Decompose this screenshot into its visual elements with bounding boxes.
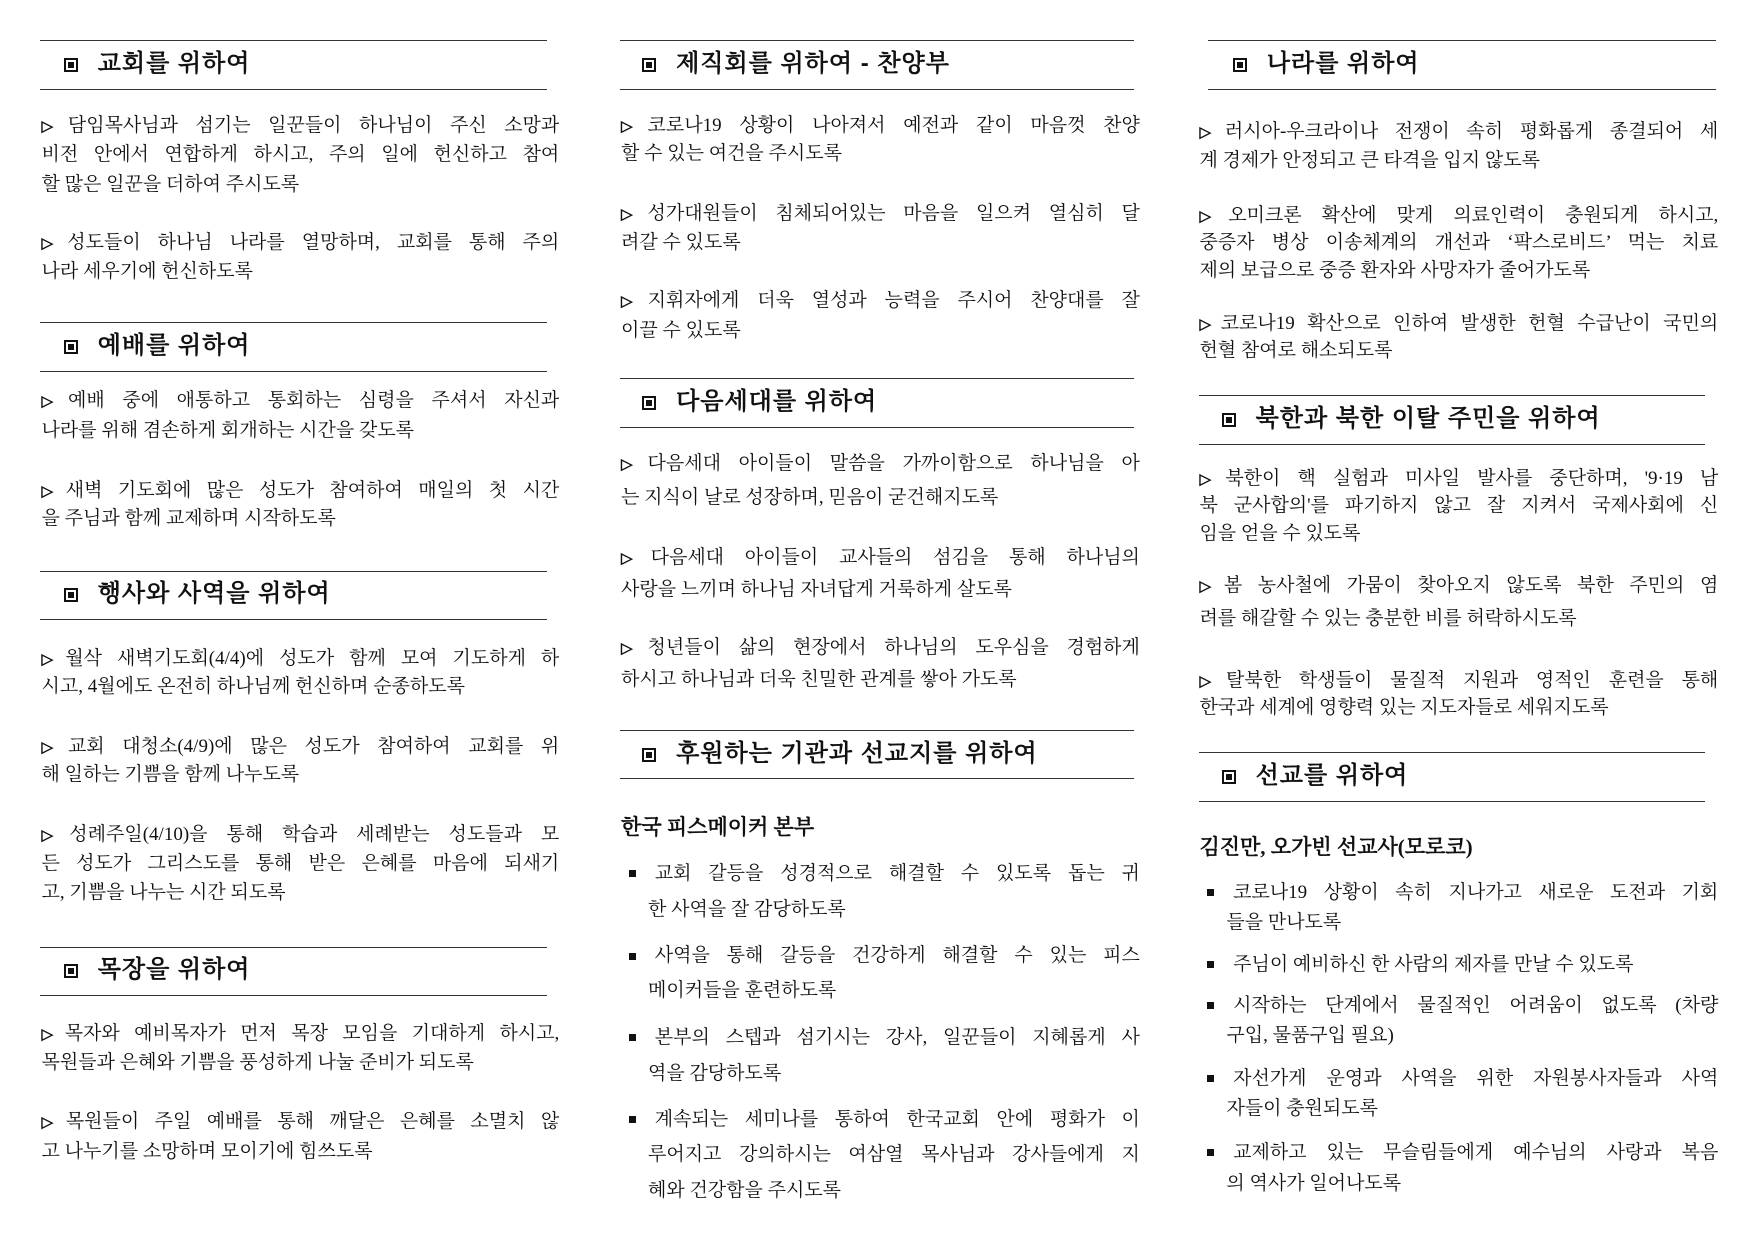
prayer-item	[42, 111, 560, 199]
square-bullet-icon	[64, 588, 78, 602]
text-line	[1226, 1169, 1718, 1199]
text-line	[42, 733, 560, 761]
text-line	[1199, 311, 1718, 338]
line-text: 자들이 충원되도록	[1226, 1098, 1378, 1120]
square-bullet-icon	[1233, 58, 1247, 72]
line-text: 을 주님과 함께 교제하며 시작하도록	[41, 507, 336, 529]
line-text: 다음세대 아이들이 교사들의 섬김을 통해 하나님의	[650, 547, 1140, 569]
line-text: 담임목사님과 섬기는 일꾼들이 하나님이 주신 소망과	[67, 115, 560, 137]
text-line	[42, 111, 560, 140]
square-bullet-icon	[629, 870, 636, 877]
section-rule-bottom	[620, 89, 1134, 90]
triangle-bullet-icon: ▷	[41, 483, 64, 500]
section-heading: 행사와 사역을 위하여	[97, 580, 331, 608]
line-text: 한 사역을 잘 감당하도록	[648, 898, 846, 920]
prayer-item	[1199, 465, 1718, 548]
text-line	[648, 892, 1140, 928]
section-rule-bottom	[40, 371, 547, 372]
triangle-bullet-icon: ▷	[41, 827, 68, 844]
line-text: 임을 얻을 수 있도록	[1199, 522, 1361, 544]
triangle-bullet-icon: ▷	[621, 118, 646, 135]
triangle-bullet-icon: ▷	[41, 235, 66, 252]
square-bullet-icon	[1222, 413, 1236, 427]
line-text: 코로나19 확산으로 인하여 발생한 헌혈 수급난이 국민의	[1220, 313, 1719, 335]
text-line	[42, 820, 560, 849]
square-bullet-icon	[629, 1116, 636, 1123]
line-text: 들을 만나도록	[1226, 911, 1342, 933]
line-text: 나라 세우기에 헌신하도록	[41, 261, 253, 283]
line-text: 탈북한 학생들이 물질적 지원과 영적인 훈련을 통해	[1226, 670, 1719, 692]
section-heading: 제직회를 위하여 - 찬양부	[676, 50, 950, 78]
line-text: 월삭 새벽기도회(4/4)에 성도가 함께 모여 기도하게 하	[65, 648, 560, 670]
triangle-bullet-icon: ▷	[621, 641, 646, 658]
text-line	[42, 849, 560, 878]
line-text: 성가대원들이 침체되어있는 마음을 일으켜 열심히 달	[647, 202, 1140, 224]
triangle-bullet-icon: ▷	[621, 456, 646, 473]
text-line	[1199, 520, 1718, 548]
triangle-bullet-icon: ▷	[621, 206, 646, 223]
section-rule-top	[40, 571, 547, 572]
line-text: 목원들이 주일 예배를 통해 깨달은 은혜를 소멸치 않	[65, 1111, 560, 1133]
prayer-item	[42, 386, 560, 444]
section-rule-bottom	[40, 995, 547, 996]
text-line	[655, 856, 1140, 892]
text-line	[648, 1056, 1140, 1092]
bullet-item	[1199, 991, 1718, 1052]
prayer-item	[1199, 202, 1718, 285]
line-text: 헌혈 참여로 해소되도록	[1199, 340, 1393, 362]
text-line	[621, 542, 1140, 573]
line-text: 봄 농사철에 가뭄이 찾아오지 않도록 북한 주민의 염	[1223, 574, 1719, 596]
prayer-item	[621, 112, 1140, 168]
text-line	[1233, 1064, 1718, 1094]
text-line	[1233, 950, 1718, 980]
text-line	[621, 140, 1140, 168]
text-line	[42, 505, 560, 533]
section-heading: 선교를 위하여	[1255, 762, 1409, 790]
bullet-item	[1199, 878, 1718, 939]
text-line	[655, 1102, 1140, 1137]
line-text: 의 역사가 일어나도록	[1226, 1172, 1402, 1194]
line-text: 할 수 있는 여건을 주시도록	[621, 142, 842, 164]
line-text: 나라를 위해 겸손하게 회개하는 시간을 갖도록	[41, 419, 415, 441]
text-line	[621, 447, 1140, 481]
text-line	[1199, 695, 1718, 722]
text-line	[621, 574, 1140, 605]
text-line	[1233, 878, 1718, 908]
text-line	[621, 112, 1140, 140]
triangle-bullet-icon: ▷	[1199, 125, 1223, 142]
prayer-item	[621, 632, 1140, 695]
text-line	[1199, 118, 1718, 146]
text-line	[42, 1019, 560, 1048]
section-rule-top	[1199, 395, 1704, 396]
line-text: 이끌 수 있도록	[621, 319, 741, 341]
text-line	[1226, 1021, 1718, 1051]
square-bullet-icon	[1207, 1149, 1214, 1156]
bullet-item	[621, 1020, 1140, 1092]
bullet-item	[1199, 1064, 1718, 1125]
triangle-bullet-icon: ▷	[1199, 578, 1222, 595]
section-heading: 교회를 위하여	[97, 50, 251, 78]
square-bullet-icon	[642, 396, 656, 410]
text-line	[42, 386, 560, 415]
square-bullet-icon	[1222, 770, 1236, 784]
square-bullet-icon	[642, 748, 656, 762]
square-bullet-icon	[64, 340, 78, 354]
square-bullet-icon	[1207, 961, 1214, 968]
section-rule-bottom	[1199, 444, 1704, 445]
section-rule-top	[620, 730, 1134, 731]
section-rule-bottom	[1208, 89, 1716, 90]
line-text: 중증자 병상 이송체계의 개선과 ‘팍스로비드’ 먹는 치료	[1199, 232, 1719, 254]
line-text: 성례주일(4/10)을 통해 학습과 세례받는 성도들과 모	[69, 823, 560, 845]
text-line	[1226, 908, 1718, 938]
line-text: 오미크론 확산에 맞게 의료인력이 충원되게 하시고,	[1228, 204, 1719, 226]
bullet-item	[621, 1102, 1140, 1208]
line-text: 고, 기쁨을 나누는 시간 되도록	[41, 882, 286, 904]
text-line	[1226, 1094, 1718, 1124]
line-text: 제의 보급으로 중증 환자와 사망자가 줄어가도록	[1199, 259, 1591, 281]
prayer-item	[1199, 570, 1718, 635]
prayer-item	[621, 199, 1140, 257]
line-text: 코로나19 상황이 나아져서 예전과 같이 마음껏 찬양	[647, 114, 1140, 136]
line-text: 자선가게 운영과 사역을 위한 자원봉사자들과 사역	[1233, 1068, 1719, 1090]
text-line	[648, 1173, 1140, 1208]
prayer-item	[1199, 311, 1718, 365]
line-text: 사랑을 느끼며 하나님 자녀답게 거룩하게 살도록	[621, 578, 1012, 600]
triangle-bullet-icon: ▷	[1199, 471, 1224, 488]
triangle-bullet-icon: ▷	[1199, 317, 1219, 334]
text-line	[42, 761, 560, 789]
prayer-item	[42, 1019, 560, 1077]
subheading: 한국 피스메이커 본부	[621, 814, 815, 839]
square-bullet-icon	[629, 1034, 636, 1041]
prayer-item	[42, 733, 560, 789]
line-text: 루어지고 강의하시는 여삼열 목사님과 강사들에게 지	[648, 1144, 1140, 1166]
section-rule-top	[40, 322, 547, 323]
section-rule-top	[1208, 40, 1716, 41]
line-text: 시작하는 단계에서 물질적인 어려움이 없도록 (차량	[1233, 995, 1719, 1017]
square-bullet-icon	[642, 58, 656, 72]
prayer-item	[1199, 118, 1718, 174]
triangle-bullet-icon: ▷	[41, 1115, 64, 1132]
square-bullet-icon	[629, 953, 636, 960]
text-line	[1233, 1138, 1718, 1168]
line-text: 시고, 4월에도 온전히 하나님께 헌신하며 순종하도록	[41, 676, 465, 698]
line-text: 예배 중에 애통하고 통회하는 심령을 주셔서 자신과	[67, 390, 560, 412]
text-line	[648, 1137, 1140, 1172]
line-text: 교회 대청소(4/9)에 많은 성도가 참여하여 교회를 위	[67, 735, 560, 757]
text-line	[42, 477, 560, 505]
square-bullet-icon	[64, 58, 78, 72]
text-line	[655, 1020, 1140, 1056]
section-heading: 후원하는 기관과 선교지를 위하여	[676, 739, 1038, 767]
text-line	[1199, 492, 1718, 520]
text-line	[621, 286, 1140, 315]
line-text: 려갈 수 있도록	[621, 231, 741, 253]
line-text: 든 성도가 그리스도를 통해 받은 은혜를 마음에 되새기	[41, 853, 560, 875]
text-line	[1199, 202, 1718, 230]
text-line	[621, 632, 1140, 663]
section-rule-bottom	[40, 619, 547, 620]
line-text: 계 경제가 안정되고 큰 타격을 입지 않도록	[1199, 149, 1540, 171]
line-text: 메이커들을 훈련하도록	[648, 980, 837, 1002]
triangle-bullet-icon: ▷	[621, 294, 646, 311]
line-text: 성도들이 하나님 나라를 열망하며, 교회를 통해 주의	[67, 231, 560, 253]
section-heading: 예배를 위하여	[97, 332, 251, 360]
section-heading: 목장을 위하여	[97, 956, 251, 984]
text-line	[42, 673, 560, 701]
square-bullet-icon	[1207, 889, 1214, 896]
line-text: 교회 갈등을 성경적으로 해결할 수 있도록 돕는 귀	[654, 862, 1140, 884]
text-line	[42, 257, 560, 286]
section-rule-bottom	[620, 427, 1134, 428]
prayer-item	[621, 286, 1140, 344]
text-line	[621, 664, 1140, 695]
text-line	[621, 199, 1140, 228]
triangle-bullet-icon: ▷	[1199, 208, 1227, 225]
line-text: 한국과 세계에 영향력 있는 지도자들로 세워지도록	[1199, 697, 1609, 719]
section-heading: 다음세대를 위하여	[676, 388, 878, 416]
line-text: 새벽 기도회에 많은 성도가 참여하여 매일의 첫 시간	[65, 479, 560, 501]
line-text: 다음세대 아이들이 말씀을 가까이함으로 하나님을 아	[647, 452, 1140, 474]
section-rule-bottom	[1199, 801, 1704, 802]
bullet-item	[621, 856, 1140, 928]
triangle-bullet-icon: ▷	[621, 551, 649, 568]
line-text: 교제하고 있는 무슬림들에게 예수님의 사랑과 복음	[1233, 1142, 1719, 1164]
triangle-bullet-icon: ▷	[41, 394, 66, 411]
text-line	[42, 416, 560, 445]
prayer-item	[42, 1107, 560, 1165]
line-text: 혜와 건강함을 주시도록	[648, 1179, 842, 1201]
prayer-item	[42, 477, 560, 533]
text-line	[621, 316, 1140, 345]
square-bullet-icon	[1207, 1075, 1214, 1082]
text-line	[621, 481, 1140, 515]
line-text: 고 나누기를 소망하며 모이기에 힘쓰도록	[41, 1140, 373, 1162]
text-line	[42, 1048, 560, 1077]
text-line	[1199, 603, 1718, 636]
prayer-item	[621, 447, 1140, 514]
text-line	[1199, 257, 1718, 285]
section-rule-bottom	[40, 89, 547, 90]
section-heading: 북한과 북한 이탈 주민을 위하여	[1255, 405, 1601, 433]
triangle-bullet-icon: ▷	[41, 119, 66, 136]
line-text: 구입, 물품구입 필요)	[1226, 1025, 1394, 1047]
bullet-item	[1199, 950, 1718, 980]
section-rule-top	[40, 40, 547, 41]
text-line	[621, 228, 1140, 257]
line-text: 려를 해갈할 수 있는 충분한 비를 허락하시도록	[1199, 607, 1577, 629]
text-line	[42, 878, 560, 907]
text-line	[648, 974, 1140, 1009]
prayer-item	[42, 820, 560, 908]
section-rule-bottom	[620, 778, 1134, 779]
text-line	[42, 170, 560, 199]
line-text: 주님이 예비하신 한 사람의 제자를 만날 수 있도록	[1233, 953, 1634, 975]
text-line	[42, 140, 560, 169]
text-line	[1199, 570, 1718, 603]
line-text: 청년들이 삶의 현장에서 하나님의 도우심을 경험하게	[647, 637, 1140, 659]
section-heading: 나라를 위하여	[1266, 50, 1420, 78]
triangle-bullet-icon: ▷	[1199, 674, 1225, 691]
bullet-item	[621, 939, 1140, 1009]
text-line	[42, 645, 560, 673]
line-text: 목원들과 은혜와 기쁨을 풍성하게 나눌 준비가 되도록	[41, 1051, 474, 1073]
bullet-item	[1199, 1138, 1718, 1199]
square-bullet-icon	[1207, 1002, 1214, 1009]
text-line	[655, 939, 1140, 974]
line-text: 코로나19 상황이 속히 지나가고 새로운 도전과 기회	[1233, 881, 1719, 903]
line-text: 지휘자에게 더욱 열성과 능력을 주시어 찬양대를 잘	[647, 290, 1140, 312]
prayer-item	[42, 228, 560, 286]
text-line	[1199, 147, 1718, 175]
text-line	[1199, 465, 1718, 493]
text-line	[1199, 668, 1718, 695]
section-rule-top	[1199, 752, 1704, 753]
triangle-bullet-icon: ▷	[41, 739, 66, 756]
triangle-bullet-icon: ▷	[41, 1026, 63, 1043]
section-rule-top	[620, 378, 1134, 379]
section-rule-top	[620, 40, 1134, 41]
line-text: 북 군사합의'를 파기하지 않고 잘 지켜서 국제사회에 신	[1199, 495, 1719, 517]
line-text: 비전 안에서 연합하게 하시고, 주의 일에 헌신하고 참여	[41, 144, 560, 166]
prayer-item	[42, 645, 560, 701]
square-bullet-icon	[64, 964, 78, 978]
prayer-item	[621, 542, 1140, 605]
text-line	[1199, 338, 1718, 365]
line-text: 할 많은 일꾼을 더하여 주시도록	[41, 173, 300, 195]
line-text: 목자와 예비목자가 먼저 목장 모임을 기대하게 하시고,	[64, 1022, 560, 1044]
line-text: 하시고 하나님과 더욱 친밀한 관계를 쌓아 가도록	[621, 668, 1017, 690]
text-line	[42, 1137, 560, 1166]
line-text: 사역을 통해 갈등을 건강하게 해결할 수 있는 피스	[654, 945, 1140, 967]
text-line	[1233, 991, 1718, 1021]
line-text: 역을 감당하도록	[648, 1062, 782, 1084]
line-text: 계속되는 세미나를 통하여 한국교회 안에 평화가 이	[654, 1109, 1140, 1131]
line-text: 본부의 스텝과 섬기시는 강사, 일꾼들이 지혜롭게 사	[654, 1026, 1140, 1048]
line-text: 북한이 핵 실험과 미사일 발사를 중단하며, '9·19 남	[1225, 467, 1719, 489]
text-line	[42, 1107, 560, 1136]
line-text: 해 일하는 기쁨을 함께 나누도록	[41, 763, 300, 785]
triangle-bullet-icon: ▷	[41, 652, 64, 669]
prayer-item	[1199, 668, 1718, 722]
text-line	[42, 228, 560, 257]
line-text: 러시아-우크라이나 전쟁이 속히 평화롭게 종결되어 세	[1224, 121, 1719, 143]
text-line	[1199, 229, 1718, 257]
section-rule-top	[40, 947, 547, 948]
line-text: 는 지식이 날로 성장하며, 믿음이 굳건해지도록	[621, 486, 999, 508]
subheading: 김진만, 오가빈 선교사(모로코)	[1199, 834, 1473, 859]
